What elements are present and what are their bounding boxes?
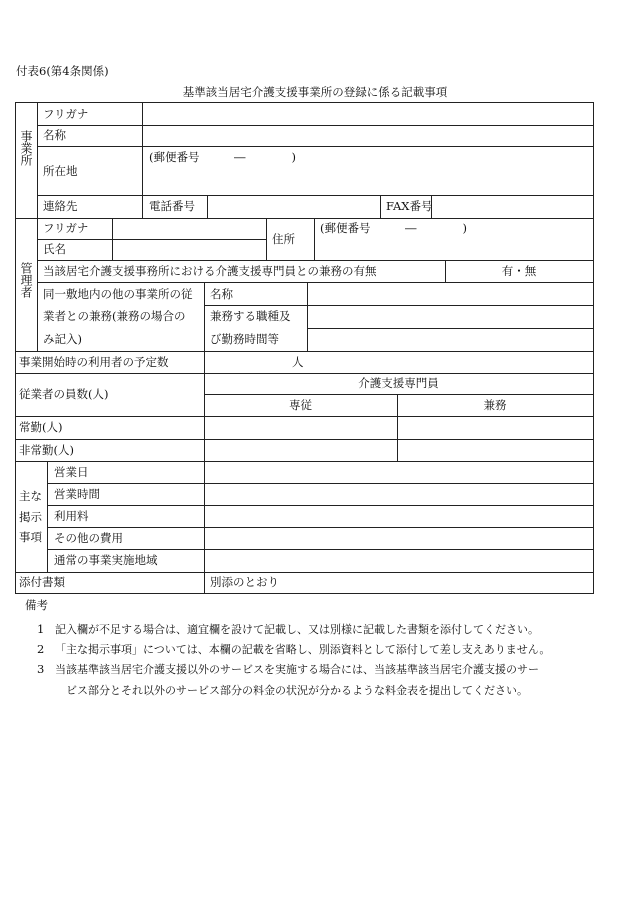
remark-1-number: 1 <box>37 622 45 636</box>
remark-3-number: 3 <box>37 662 45 676</box>
office-postal-code: (郵便番号 ― ) <box>149 150 296 164</box>
planned-users-label: 事業開始時の利用者の予定数 <box>19 355 169 369</box>
notices-section-line3: 事項 <box>19 530 42 544</box>
manager-postal-code: (郵便番号 ― ) <box>320 221 467 235</box>
staff-care-manager-header: 介護支援専門員 <box>358 376 439 390</box>
remark-2-text: 「主な掲示事項」については、本欄の記載を省略し、別添資料として添付して差し支えありません。 <box>55 643 551 656</box>
manager-other-office-line2: 業者との兼務(兼務の場合の <box>43 309 186 323</box>
staff-count-label: 従業者の員数(人) <box>19 387 109 401</box>
remark-2-number: 2 <box>37 642 45 656</box>
manager-other-job-line1: 兼務する職種及 <box>210 309 291 323</box>
office-address-label: 所在地 <box>43 164 78 178</box>
remark-3-text-line1: 当該基準該当居宅介護支援以外のサービスを実施する場合には、当該基準該当居宅介護支援のサー <box>55 663 539 676</box>
notices-section-line2: 掲示 <box>19 510 42 524</box>
staff-nonregular-label: 非常勤(人) <box>19 443 74 457</box>
manager-section-text: 管理者 <box>19 262 33 298</box>
planned-users-unit: 人 <box>292 355 304 369</box>
manager-other-office-line3: み記入) <box>43 332 82 346</box>
office-section-text: 事業所 <box>19 130 33 166</box>
staff-full-time-header: 専従 <box>289 398 312 412</box>
notice-fees: 利用料 <box>54 509 89 523</box>
office-section-label <box>15 130 37 169</box>
manager-other-name-label: 名称 <box>210 287 233 301</box>
office-phone-label: 電話番号 <box>149 199 195 213</box>
staff-concurrent-header: 兼務 <box>483 398 507 412</box>
form-title: 基準該当居宅介護支援事業所の登録に係る記載事項 <box>182 85 448 99</box>
form-reference: 付表6(第4条関係) <box>16 64 109 78</box>
office-contact-label: 連絡先 <box>43 199 78 213</box>
manager-section-label <box>15 262 37 301</box>
attachment-label: 添付書類 <box>19 575 65 589</box>
notice-service-area: 通常の事業実施地域 <box>54 553 158 567</box>
notice-other-costs: その他の費用 <box>54 531 123 545</box>
manager-concurrent-yes-no: 有・無 <box>501 264 537 278</box>
office-furigana-label: フリガナ <box>43 107 89 121</box>
manager-name-label: 氏名 <box>43 242 66 256</box>
office-fax-label: FAX番号 <box>386 199 433 213</box>
manager-other-job-line2: び勤務時間等 <box>210 332 279 346</box>
manager-address-label: 住所 <box>272 232 295 246</box>
notice-business-days: 営業日 <box>54 465 89 479</box>
notice-business-hours: 営業時間 <box>54 487 100 501</box>
remark-3-text-line2: ビス部分とそれ以外のサービス部分の料金の状況が分かるような料金表を提出してください。 <box>66 684 528 697</box>
manager-concurrent-question: 当該居宅介護支援事務所における介護支援専門員との兼務の有無 <box>43 264 377 278</box>
remarks-title: 備考 <box>25 598 48 612</box>
notices-section-line1: 主な <box>19 489 42 503</box>
remark-1-text: 記入欄が不足する場合は、適宜欄を設けて記載し、又は別様に記載した書類を添付してください。 <box>55 623 539 636</box>
office-name-label: 名称 <box>43 128 66 142</box>
staff-regular-label: 常勤(人) <box>19 420 63 434</box>
manager-furigana-label: フリガナ <box>43 221 89 235</box>
manager-other-office-line1: 同一敷地内の他の事業所の従 <box>43 287 193 301</box>
attachment-value: 別添のとおり <box>210 575 279 589</box>
